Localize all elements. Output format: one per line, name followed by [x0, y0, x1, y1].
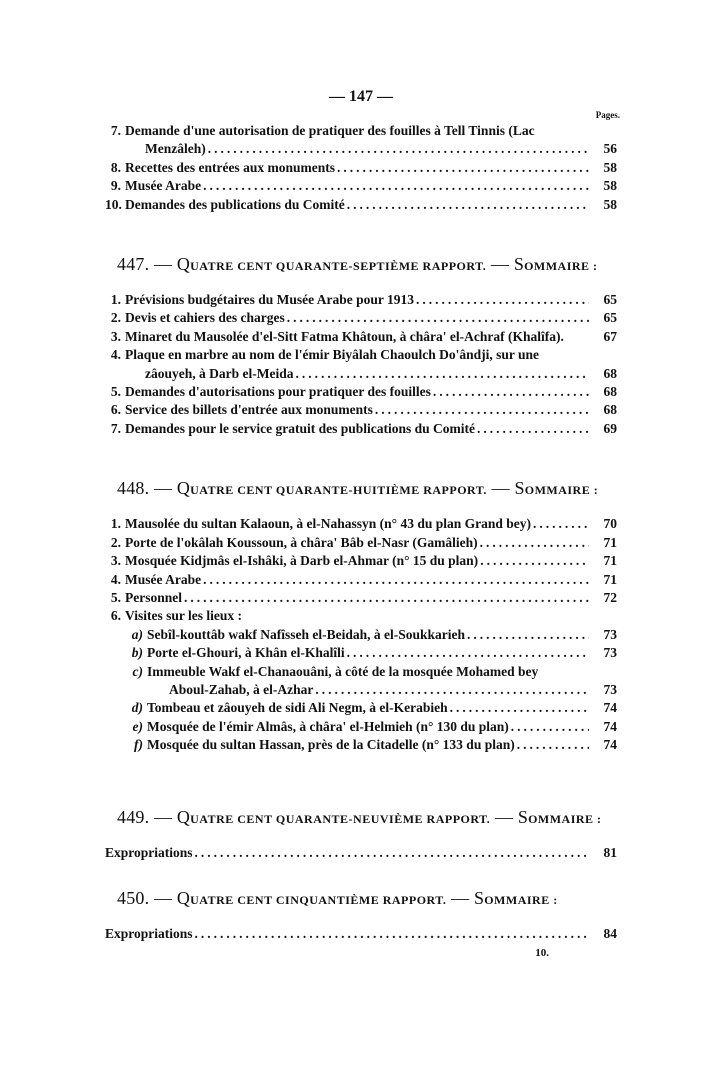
- toc-entry: [105, 159, 617, 177]
- entry-title: Porte de l'okâlah Koussoun, à chârа' Bâb el-Nasr (Gamâlieh): [125, 534, 478, 550]
- leader-dots: [477, 420, 589, 438]
- entry-page: 58: [603, 196, 617, 212]
- section-heading: 447. — QUATRE CENT QUARANTE-SEPTIÈME RAPPORT. — SOMMAIRE :: [117, 254, 598, 275]
- entry-number: d): [131, 700, 143, 716]
- toc-entry: [105, 736, 617, 754]
- entry-number: 8.: [110, 159, 121, 175]
- pages-column-label: Pages.: [595, 110, 620, 120]
- toc-entry-continuation: [105, 365, 617, 383]
- title-initial: Q: [176, 887, 191, 908]
- toc-entry: [105, 607, 617, 625]
- report-title: UATRE CENT QUARANTE-SEPTIÈME RAPPORT.: [190, 259, 487, 274]
- toc-entry-continuation: [105, 140, 617, 158]
- summary-initial: S: [474, 887, 485, 908]
- entry-number: 10.: [105, 196, 122, 212]
- entry-number: 7.: [110, 123, 121, 138]
- entry-number: 1.: [110, 292, 121, 308]
- report-section: [105, 478, 617, 754]
- summary-label: OMMAIRE :: [524, 483, 599, 498]
- entry-page: 68: [603, 384, 617, 400]
- entry-number: 6.: [110, 608, 121, 624]
- entry-page: 69: [603, 420, 617, 436]
- report-number: 449.: [117, 806, 150, 827]
- section-heading: 450. — QUATRE CENT CINQUANTIÈME RAPPORT. — SOMMAIRE :: [117, 887, 558, 908]
- entry-title: Devis et cahiers des charges: [125, 310, 285, 326]
- entry-title-continued: Menzâleh): [145, 141, 206, 157]
- entry-title: Service des billets d'entrée aux monuments: [125, 402, 373, 418]
- entry-number: a): [131, 626, 143, 642]
- entry-number: 5.: [110, 384, 121, 400]
- toc-entry: [105, 534, 617, 552]
- entry-title: Expropriations: [105, 925, 193, 941]
- entry-page: 73: [603, 681, 617, 697]
- leader-dots: [450, 699, 589, 717]
- entry-number: 2.: [110, 534, 121, 550]
- entry-number: e): [132, 718, 143, 734]
- entry-title: Prévisions budgétaires du Musée Arabe pour 1913: [125, 292, 415, 308]
- entry-page: 74: [603, 737, 617, 753]
- entry-title: Mausolée du sultan Kalaoun, à el-Nahassyn (n° 43 du plan Grand bey): [125, 516, 531, 532]
- entry-number: 1.: [110, 516, 121, 532]
- entry-title: Recettes des entrées aux monuments: [125, 159, 335, 175]
- section-heading: 449. — QUATRE CENT QUARANTE-NEUVIÈME RAPPORT. — SOMMAIRE :: [117, 806, 602, 827]
- report-number: 448.: [117, 478, 150, 499]
- toc-entry: [105, 571, 617, 589]
- toc-entry: [105, 515, 617, 533]
- entry-title: Visites sur les lieux :: [125, 608, 242, 624]
- report-section: [105, 254, 617, 438]
- entry-number: 3.: [110, 328, 121, 344]
- toc-entry-continuation: [105, 681, 617, 699]
- report-section: [105, 807, 617, 862]
- leader-dots: [184, 589, 589, 607]
- entry-page: 56: [603, 141, 617, 157]
- summary-label: OMMAIRE :: [484, 892, 558, 907]
- report-number: 450.: [117, 887, 150, 908]
- entry-number: 7.: [110, 420, 121, 436]
- entry-page: 81: [603, 844, 617, 860]
- entry-page: 70: [603, 516, 617, 532]
- toc-entry: [105, 309, 617, 327]
- toc-entry: [105, 644, 617, 662]
- entry-number: 3.: [110, 553, 121, 569]
- leader-dots: [433, 383, 589, 401]
- toc-entry: [105, 420, 617, 438]
- entry-page: 73: [603, 645, 617, 661]
- toc-entry: [105, 699, 617, 717]
- leader-dots: [533, 515, 589, 533]
- entry-title-continued: Aboul-Zahab, à el-Azhar: [169, 681, 314, 697]
- toc-entry: [105, 328, 617, 346]
- toc-entry: [105, 346, 617, 364]
- entry-number: 2.: [110, 310, 121, 326]
- entry-page: 71: [603, 571, 617, 587]
- leader-dots: [517, 736, 589, 754]
- title-initial: Q: [176, 254, 191, 275]
- leader-dots: [195, 844, 589, 862]
- entry-title: Plaque en marbre au nom de l'émir Biyâlah Chaoulch Do'ândji, sur une: [125, 347, 540, 363]
- summary-initial: S: [513, 254, 525, 275]
- leader-dots: [337, 159, 589, 177]
- entry-title: Sebîl-kouttâb wakf Nafîsseh el-Beidah, à el-Soukkarieh: [147, 626, 466, 642]
- entry-number: 9.: [110, 178, 121, 194]
- toc-entry: [105, 122, 617, 140]
- entry-number: f): [134, 737, 143, 753]
- entry-page: 72: [603, 589, 617, 605]
- leader-dots: [416, 291, 589, 309]
- entry-number: c): [132, 663, 143, 679]
- entry-title: Minaret du Mausolée d'el-Sitt Fatma Khâtoun, à châra' el-Achraf (Khalîfa).: [125, 328, 564, 344]
- leader-dots: [315, 681, 589, 699]
- toc-entry: [105, 663, 617, 681]
- entry-title: Personnel: [125, 589, 182, 605]
- leader-dots: [287, 309, 589, 327]
- toc-entry: [105, 383, 617, 401]
- entry-title: Porte el-Ghouri, à Khân el-Khalîli: [147, 645, 345, 661]
- toc-entry: [105, 401, 617, 419]
- summary-initial: S: [514, 478, 525, 499]
- entry-number: 4.: [110, 571, 121, 587]
- entry-number: b): [131, 645, 143, 661]
- toc-entry: [105, 291, 617, 309]
- leader-dots: [511, 718, 589, 736]
- title-initial: Q: [176, 806, 191, 827]
- leader-dots: [347, 644, 589, 662]
- entry-number: 5.: [110, 589, 121, 605]
- toc-entry: [105, 718, 617, 736]
- report-title: UATRE CENT QUARANTE-NEUVIÈME RAPPORT.: [190, 811, 491, 826]
- toc-entry: [105, 177, 617, 195]
- entry-title: Expropriations: [105, 844, 193, 860]
- report-title: UATRE CENT QUARANTE-HUITIÈME RAPPORT.: [190, 483, 487, 498]
- leader-dots: [195, 925, 589, 943]
- toc-entry: [105, 626, 617, 644]
- entry-title: Mosquée Kidjmâs el-Ishâki, à Darb el-Ahmar (n° 15 du plan): [125, 553, 479, 569]
- leader-dots: [480, 552, 589, 570]
- leader-dots: [203, 571, 589, 589]
- section-heading: 448. — QUATRE CENT QUARANTE-HUITIÈME RAPPORT. — SOMMAIRE :: [117, 478, 599, 499]
- entry-title-continued: zâouyeh, à Darb el-Meida: [145, 365, 294, 381]
- entry-title: Musée Arabe: [125, 178, 202, 194]
- entry-title: Mosquée du sultan Hassan, près de la Citadelle (n° 133 du plan): [147, 737, 515, 753]
- entry-number: 6.: [110, 402, 121, 418]
- entry-title: Tombeau et zâouyeh de sidi Ali Negm, à el-Kerabieh: [147, 700, 448, 716]
- entry-title: Mosquée de l'émir Almâs, à chârа' el-Helmieh (n° 130 du plan): [147, 718, 509, 734]
- entry-page: 71: [603, 534, 617, 550]
- entry-page: 58: [603, 159, 617, 175]
- summary-label: OMMAIRE :: [524, 259, 598, 274]
- toc-entry: [105, 196, 617, 214]
- entry-title: Demandes pour le service gratuit des publications du Comité: [125, 420, 475, 436]
- leader-dots: [467, 626, 589, 644]
- entry-title: Immeuble Wakf el-Chanaouâni, à côté de la mosquée Mohamed bey: [147, 663, 539, 679]
- entry-page: 73: [603, 626, 617, 642]
- leader-dots: [203, 177, 589, 195]
- summary-label: OMMAIRE :: [528, 811, 602, 826]
- entry-page: 74: [603, 718, 617, 734]
- document-page: [105, 88, 620, 960]
- leader-dots: [480, 534, 589, 552]
- entry-page: 74: [603, 700, 617, 716]
- leader-dots: [295, 365, 589, 383]
- report-number: 447.: [117, 254, 150, 275]
- leader-dots: [375, 401, 589, 419]
- entry-title: Demande d'une autorisation de pratiquer des fouilles à Tell Tinnis (Lac: [125, 123, 535, 138]
- title-initial: Q: [176, 478, 191, 499]
- entry-page: 65: [603, 310, 617, 326]
- entry-title: Demandes des publications du Comité: [125, 196, 345, 212]
- entry-page: 65: [603, 292, 617, 308]
- entry-title: Musée Arabe: [125, 571, 202, 587]
- entry-page: 67: [603, 328, 617, 344]
- leader-dots: [208, 140, 589, 158]
- entry-page: 71: [603, 553, 617, 569]
- leader-dots: [347, 196, 589, 214]
- signature-mark: 10.: [535, 947, 549, 960]
- intro-entries: [105, 122, 617, 214]
- entry-number: 4.: [110, 347, 121, 363]
- report-title: UATRE CENT CINQUANTIÈME RAPPORT.: [190, 892, 447, 907]
- page-number: — 147 —: [329, 88, 393, 105]
- report-section: [105, 888, 617, 943]
- entry-page: 58: [603, 178, 617, 194]
- toc-entry: [105, 844, 617, 862]
- summary-initial: S: [517, 806, 529, 827]
- entry-page: 84: [603, 925, 617, 941]
- entry-title: Demandes d'autorisations pour pratiquer des fouilles: [125, 384, 431, 400]
- entry-page: 68: [603, 365, 617, 381]
- entry-page: 68: [603, 402, 617, 418]
- toc-entry: [105, 925, 617, 943]
- toc-entry: [105, 589, 617, 607]
- toc-entry: [105, 552, 617, 570]
